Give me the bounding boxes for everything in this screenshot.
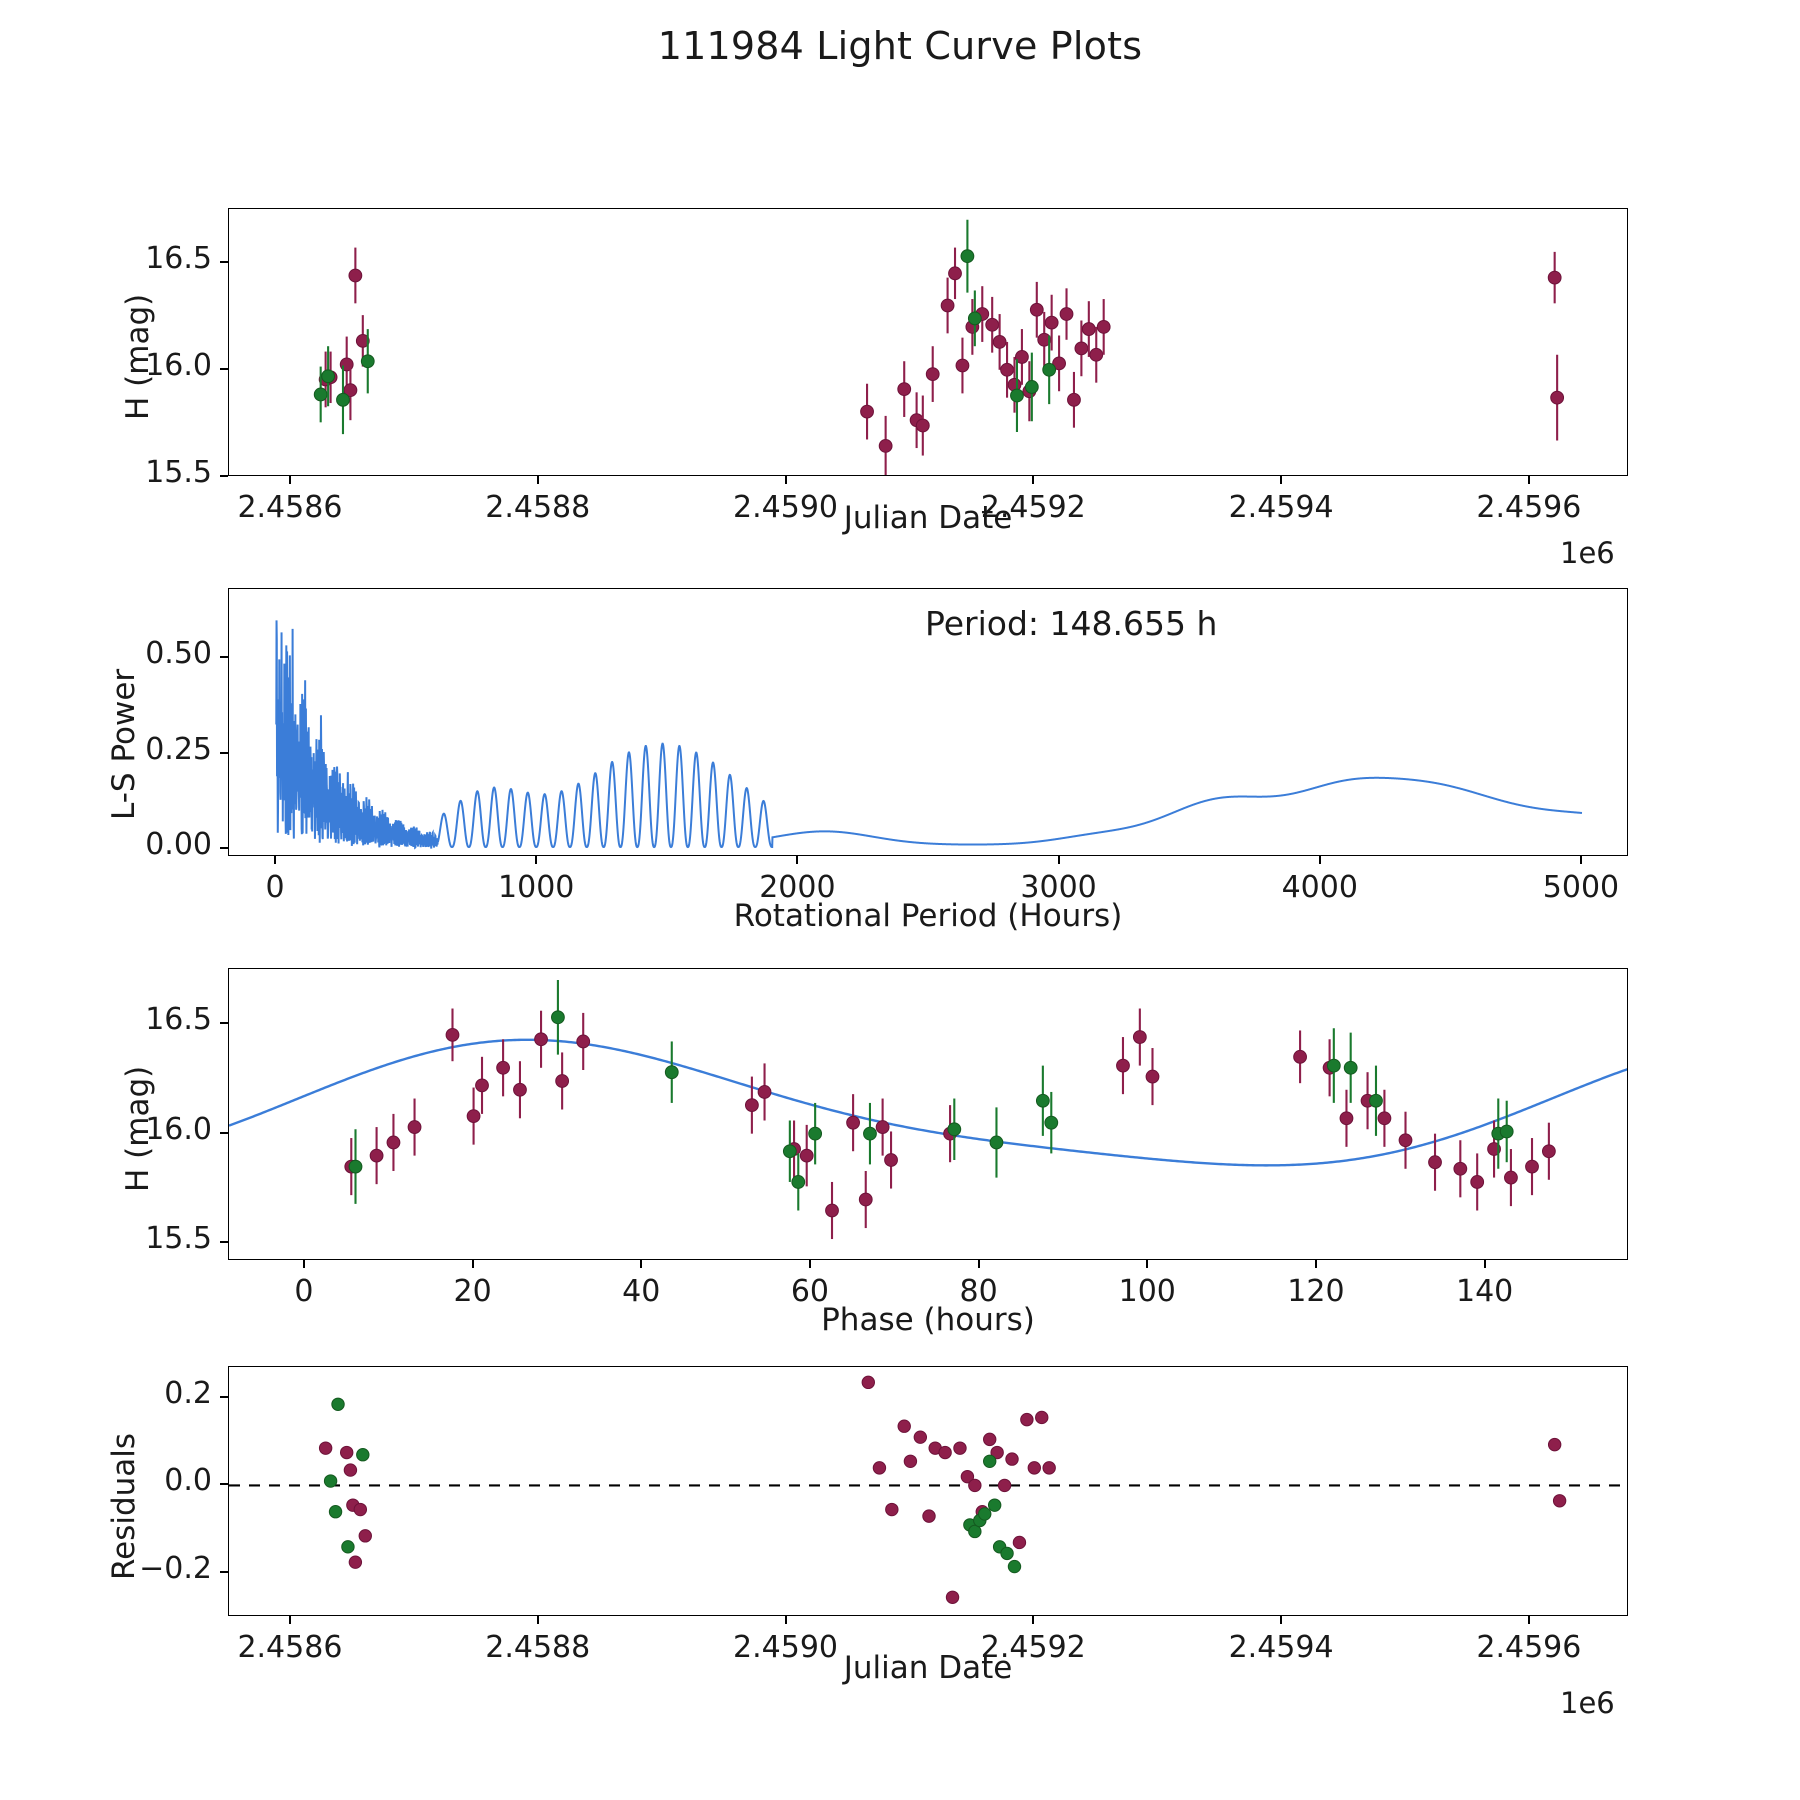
x-tick-label: 2.4596: [1476, 490, 1582, 525]
x-tickmark: [537, 1616, 539, 1624]
x-tickmark: [1280, 476, 1282, 484]
lightcurve-jd-plot: [229, 209, 1628, 476]
y-tickmark: [220, 752, 228, 754]
x-tick-label: 2.4596: [1476, 1630, 1582, 1665]
periodogram-curve: [276, 620, 1582, 848]
x-tick-label: 80: [959, 1274, 998, 1309]
y-tick-label: 0.0: [164, 1463, 212, 1499]
y-tick-label: −0.2: [139, 1551, 212, 1587]
x-tick-label: 2.4592: [980, 490, 1086, 525]
x-tickmark: [1484, 1260, 1486, 1268]
series-green-band: [314, 220, 1055, 434]
x-tick-label: 3000: [1020, 870, 1097, 905]
x-tickmark: [796, 856, 798, 864]
x-tick-label: 2.4590: [733, 490, 838, 525]
y-tickmark: [220, 1132, 228, 1134]
residuals-axes: [228, 1366, 1628, 1616]
x-tickmark: [535, 856, 537, 864]
x-tick-label: 0: [294, 1274, 314, 1309]
x-tickmark: [303, 1260, 305, 1268]
x-tick-label: 4000: [1281, 870, 1358, 905]
phase-fit-curve: [229, 1040, 1628, 1166]
y-tickmark: [220, 475, 228, 477]
periodogram-xlabel: Rotational Period (Hours): [733, 898, 1123, 934]
x-tickmark: [785, 1616, 787, 1624]
x-tick-label: 2.4586: [237, 490, 343, 525]
x-tickmark: [640, 1260, 642, 1268]
x-tickmark: [289, 476, 291, 484]
x-tick-label: 1000: [498, 870, 575, 905]
x-tick-label: 20: [453, 1274, 492, 1309]
x-tickmark: [1032, 1616, 1034, 1624]
x-tick-label: 2.4586: [237, 1630, 343, 1665]
phase-folded-xlabel: Phase (hours): [821, 1302, 1035, 1338]
residuals-plot: [229, 1367, 1628, 1616]
x-tick-label: 2.4592: [980, 1630, 1086, 1665]
y-tick-label: 0.50: [145, 635, 212, 671]
y-tickmark: [220, 847, 228, 849]
y-tickmark: [220, 656, 228, 658]
x-tick-label: 5000: [1542, 870, 1620, 905]
y-tickmark: [220, 1022, 228, 1024]
x-tickmark: [1319, 856, 1321, 864]
phase-folded-axes: [228, 968, 1628, 1260]
x-tickmark: [785, 476, 787, 484]
x-tick-label: 120: [1287, 1274, 1345, 1309]
x-tick-label: 2.4590: [733, 1630, 838, 1665]
lightcurve-jd-offset: 1e6: [1560, 536, 1615, 570]
x-tick-label: 0: [265, 870, 285, 905]
residuals-offset: 1e6: [1560, 1686, 1615, 1720]
y-tickmark: [220, 1396, 228, 1398]
x-tickmark: [289, 1616, 291, 1624]
x-tickmark: [1528, 1616, 1530, 1624]
y-tickmark: [220, 368, 228, 370]
x-tick-label: 140: [1455, 1274, 1514, 1309]
y-tick-label: 0.25: [145, 731, 212, 767]
phase-folded-ylabel: H (mag): [120, 1065, 156, 1192]
y-tick-label: 0.2: [164, 1375, 212, 1411]
series-purple-band: [345, 1009, 1555, 1240]
series-purple-band: [319, 1376, 1565, 1603]
x-tickmark: [1146, 1260, 1148, 1268]
y-tick-label: 15.5: [145, 1221, 212, 1257]
x-tick-label: 100: [1118, 1274, 1176, 1309]
x-tickmark: [1528, 476, 1530, 484]
x-tickmark: [1032, 476, 1034, 484]
x-tick-label: 2.4594: [1228, 490, 1334, 525]
y-tick-label: 16.5: [145, 240, 212, 276]
y-tick-label: 16.0: [145, 1111, 212, 1147]
x-tickmark: [1315, 1260, 1317, 1268]
x-tickmark: [1580, 856, 1582, 864]
y-tickmark: [220, 1483, 228, 1485]
x-tickmark: [978, 1260, 980, 1268]
residuals-xlabel: Julian Date: [843, 1650, 1013, 1686]
y-tickmark: [220, 261, 228, 263]
y-tickmark: [220, 1571, 228, 1573]
y-tick-label: 15.5: [145, 455, 212, 490]
x-tickmark: [809, 1260, 811, 1268]
y-tickmark: [220, 1241, 228, 1243]
periodogram-ylabel: L-S Power: [106, 668, 142, 820]
lightcurve-jd-axes: [228, 208, 1628, 476]
x-tick-label: 2.4588: [485, 1630, 591, 1665]
phase-folded-plot: [229, 969, 1628, 1260]
period-annotation: Period: 148.655 h: [925, 604, 1218, 643]
lightcurve-jd-xlabel: Julian Date: [843, 500, 1013, 536]
x-tick-label: 60: [790, 1274, 830, 1309]
x-tick-label: 2000: [759, 870, 836, 905]
x-tickmark: [472, 1260, 474, 1268]
x-tick-label: 2.4588: [485, 490, 591, 525]
x-tickmark: [274, 856, 276, 864]
x-tick-label: 40: [622, 1274, 661, 1309]
residuals-ylabel: Residuals: [106, 1432, 142, 1580]
y-tick-label: 16.5: [145, 1001, 212, 1037]
x-tickmark: [537, 476, 539, 484]
page-title: 111984 Light Curve Plots: [657, 24, 1143, 68]
x-tickmark: [1058, 856, 1060, 864]
lightcurve-jd-ylabel: H (mag): [120, 293, 156, 420]
y-tick-label: 16.0: [145, 347, 212, 383]
y-tick-label: 0.00: [145, 827, 212, 863]
x-tick-label: 2.4594: [1228, 1630, 1334, 1665]
x-tickmark: [1280, 1616, 1282, 1624]
series-purple-band: [319, 248, 1563, 476]
